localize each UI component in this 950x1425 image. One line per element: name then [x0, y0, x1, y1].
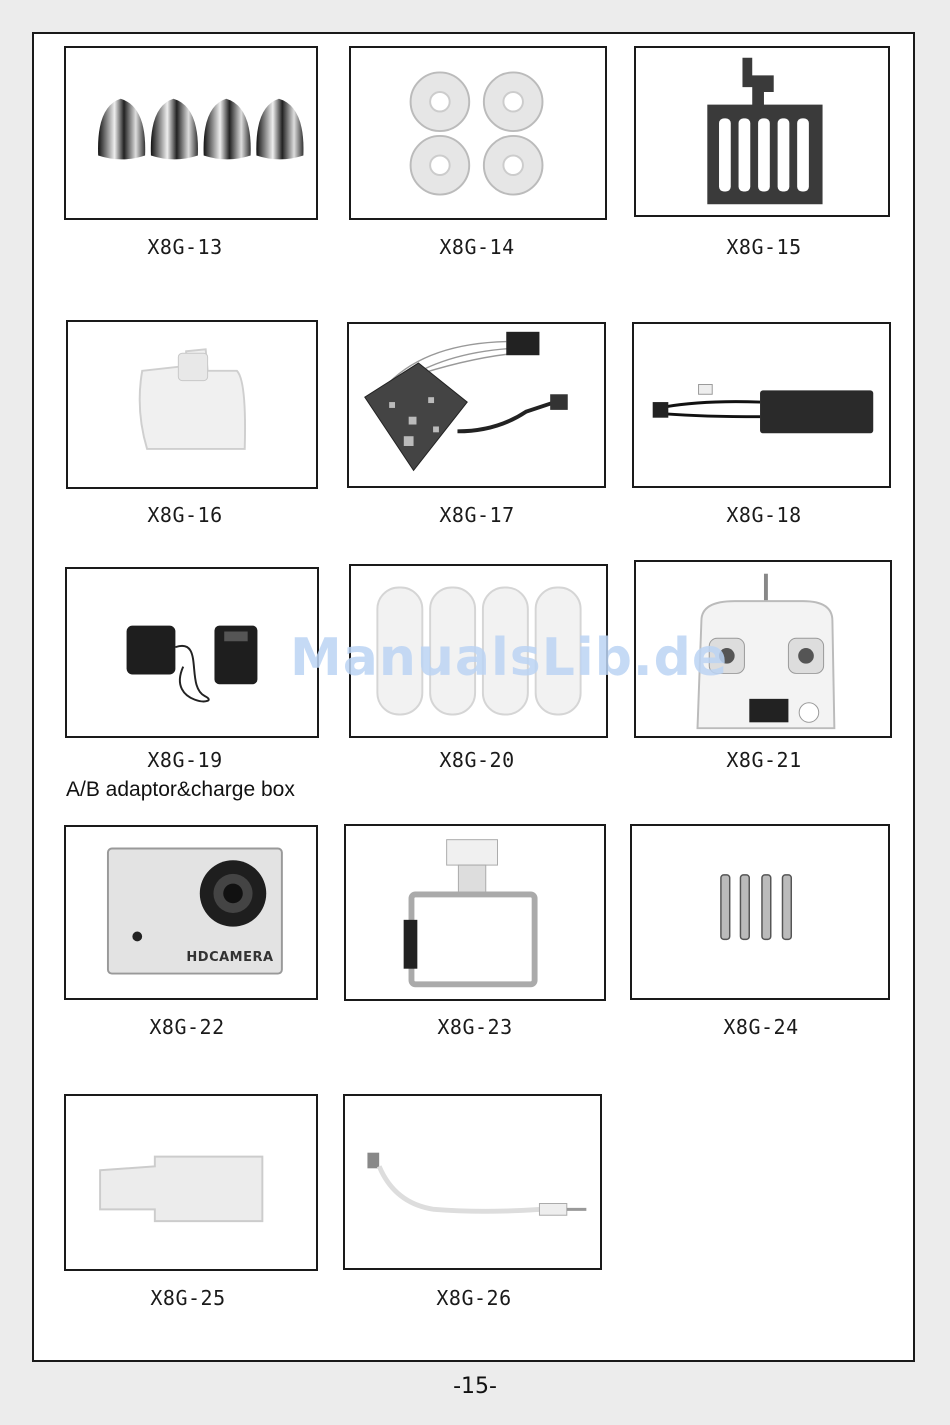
- part-code: X8G-23: [437, 1015, 513, 1039]
- part-image-x8g-13: [64, 46, 318, 220]
- part-image-x8g-15: [634, 46, 890, 217]
- part-code: X8G-26: [436, 1286, 512, 1310]
- part-image-x8g-23: [344, 824, 606, 1001]
- part-code: X8G-25: [150, 1286, 226, 1310]
- part-code: X8G-15: [726, 235, 802, 259]
- part-image-x8g-22: [64, 825, 318, 1000]
- part-image-x8g-18: [632, 322, 891, 488]
- part-image-x8g-17: [347, 322, 606, 488]
- page-number: -15-: [453, 1374, 497, 1399]
- part-image-x8g-14: [349, 46, 607, 220]
- part-image-x8g-25: [64, 1094, 318, 1271]
- adaptor-note: A/B adaptor&charge box: [66, 778, 295, 801]
- propeller-caps-icon: [66, 48, 316, 218]
- motor-rings-icon: [351, 48, 605, 218]
- watermark: ManualsLib.de: [290, 628, 729, 688]
- hd-camera-icon: [66, 827, 316, 998]
- adaptor-charger-icon: [67, 569, 317, 736]
- camera-label: HDCAMERA: [186, 950, 274, 965]
- part-code: X8G-17: [439, 503, 515, 527]
- part-image-x8g-24: [630, 824, 890, 1000]
- part-code: X8G-18: [726, 503, 802, 527]
- part-code: X8G-22: [149, 1015, 225, 1039]
- card-reader-icon: [66, 1096, 316, 1269]
- battery-cover-icon: [68, 322, 316, 487]
- av-cable-icon: [345, 1096, 600, 1268]
- metal-pins-icon: [632, 826, 888, 998]
- part-code: X8G-14: [439, 235, 515, 259]
- part-code: X8G-19: [147, 748, 223, 772]
- camera-mount-icon: [346, 826, 604, 999]
- part-code: X8G-21: [726, 748, 802, 772]
- circuit-board-icon: [349, 324, 604, 486]
- battery-frame-icon: [636, 48, 888, 215]
- part-code: X8G-24: [723, 1015, 799, 1039]
- part-code: X8G-20: [439, 748, 515, 772]
- battery-pack-icon: [634, 324, 889, 486]
- part-image-x8g-26: [343, 1094, 602, 1270]
- part-image-x8g-19: [65, 567, 319, 738]
- part-code: X8G-16: [147, 503, 223, 527]
- part-image-x8g-16: [66, 320, 318, 489]
- part-code: X8G-13: [147, 235, 223, 259]
